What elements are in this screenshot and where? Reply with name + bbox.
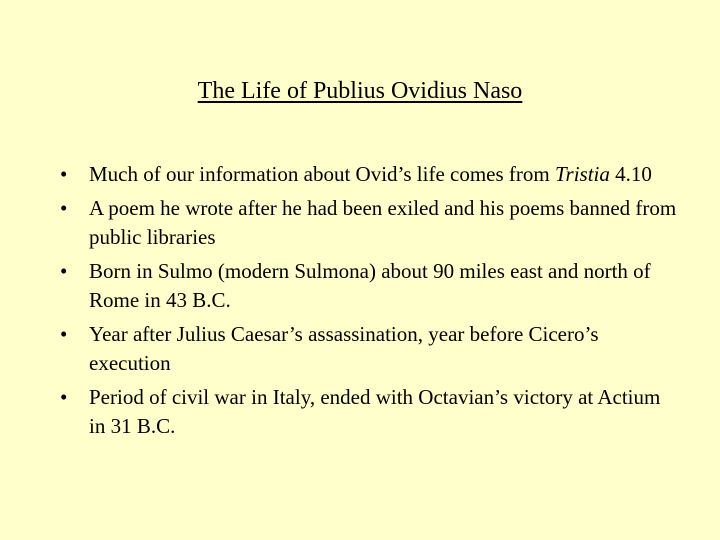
bullet-item (60, 320, 680, 378)
bullet-point-icon: • (60, 162, 68, 186)
bullet-point-icon: • (60, 196, 68, 220)
bullet-text: Born in Sulmo (modern Sulmona) about 90 miles east and north of Rome in 43 B.C. (89, 259, 651, 312)
bullet-point-icon: • (60, 322, 68, 346)
bullet-item (60, 160, 680, 189)
bullet-text: A poem he wrote after he had been exiled and his poems banned from public libraries (89, 196, 677, 249)
bullet-text-suffix: 4.10 (609, 162, 652, 186)
bullet-item (60, 194, 680, 252)
work-title: Tristia (555, 162, 610, 186)
bullet-text: Much of our information about Ovid’s life comes from (89, 162, 555, 186)
bullet-item (60, 257, 680, 315)
bullet-list (60, 160, 680, 446)
bullet-point-icon: • (60, 259, 68, 283)
bullet-text: Period of civil war in Italy, ended with Octavian’s victory at Actium in 31 B.C. (89, 385, 661, 438)
bullet-text: Year after Julius Caesar’s assassination, year before Cicero’s execution (89, 322, 599, 375)
slide-title: The Life of Publius Ovidius Naso (197, 78, 523, 104)
bullet-point-icon: • (60, 385, 68, 409)
bullet-item (60, 383, 680, 441)
